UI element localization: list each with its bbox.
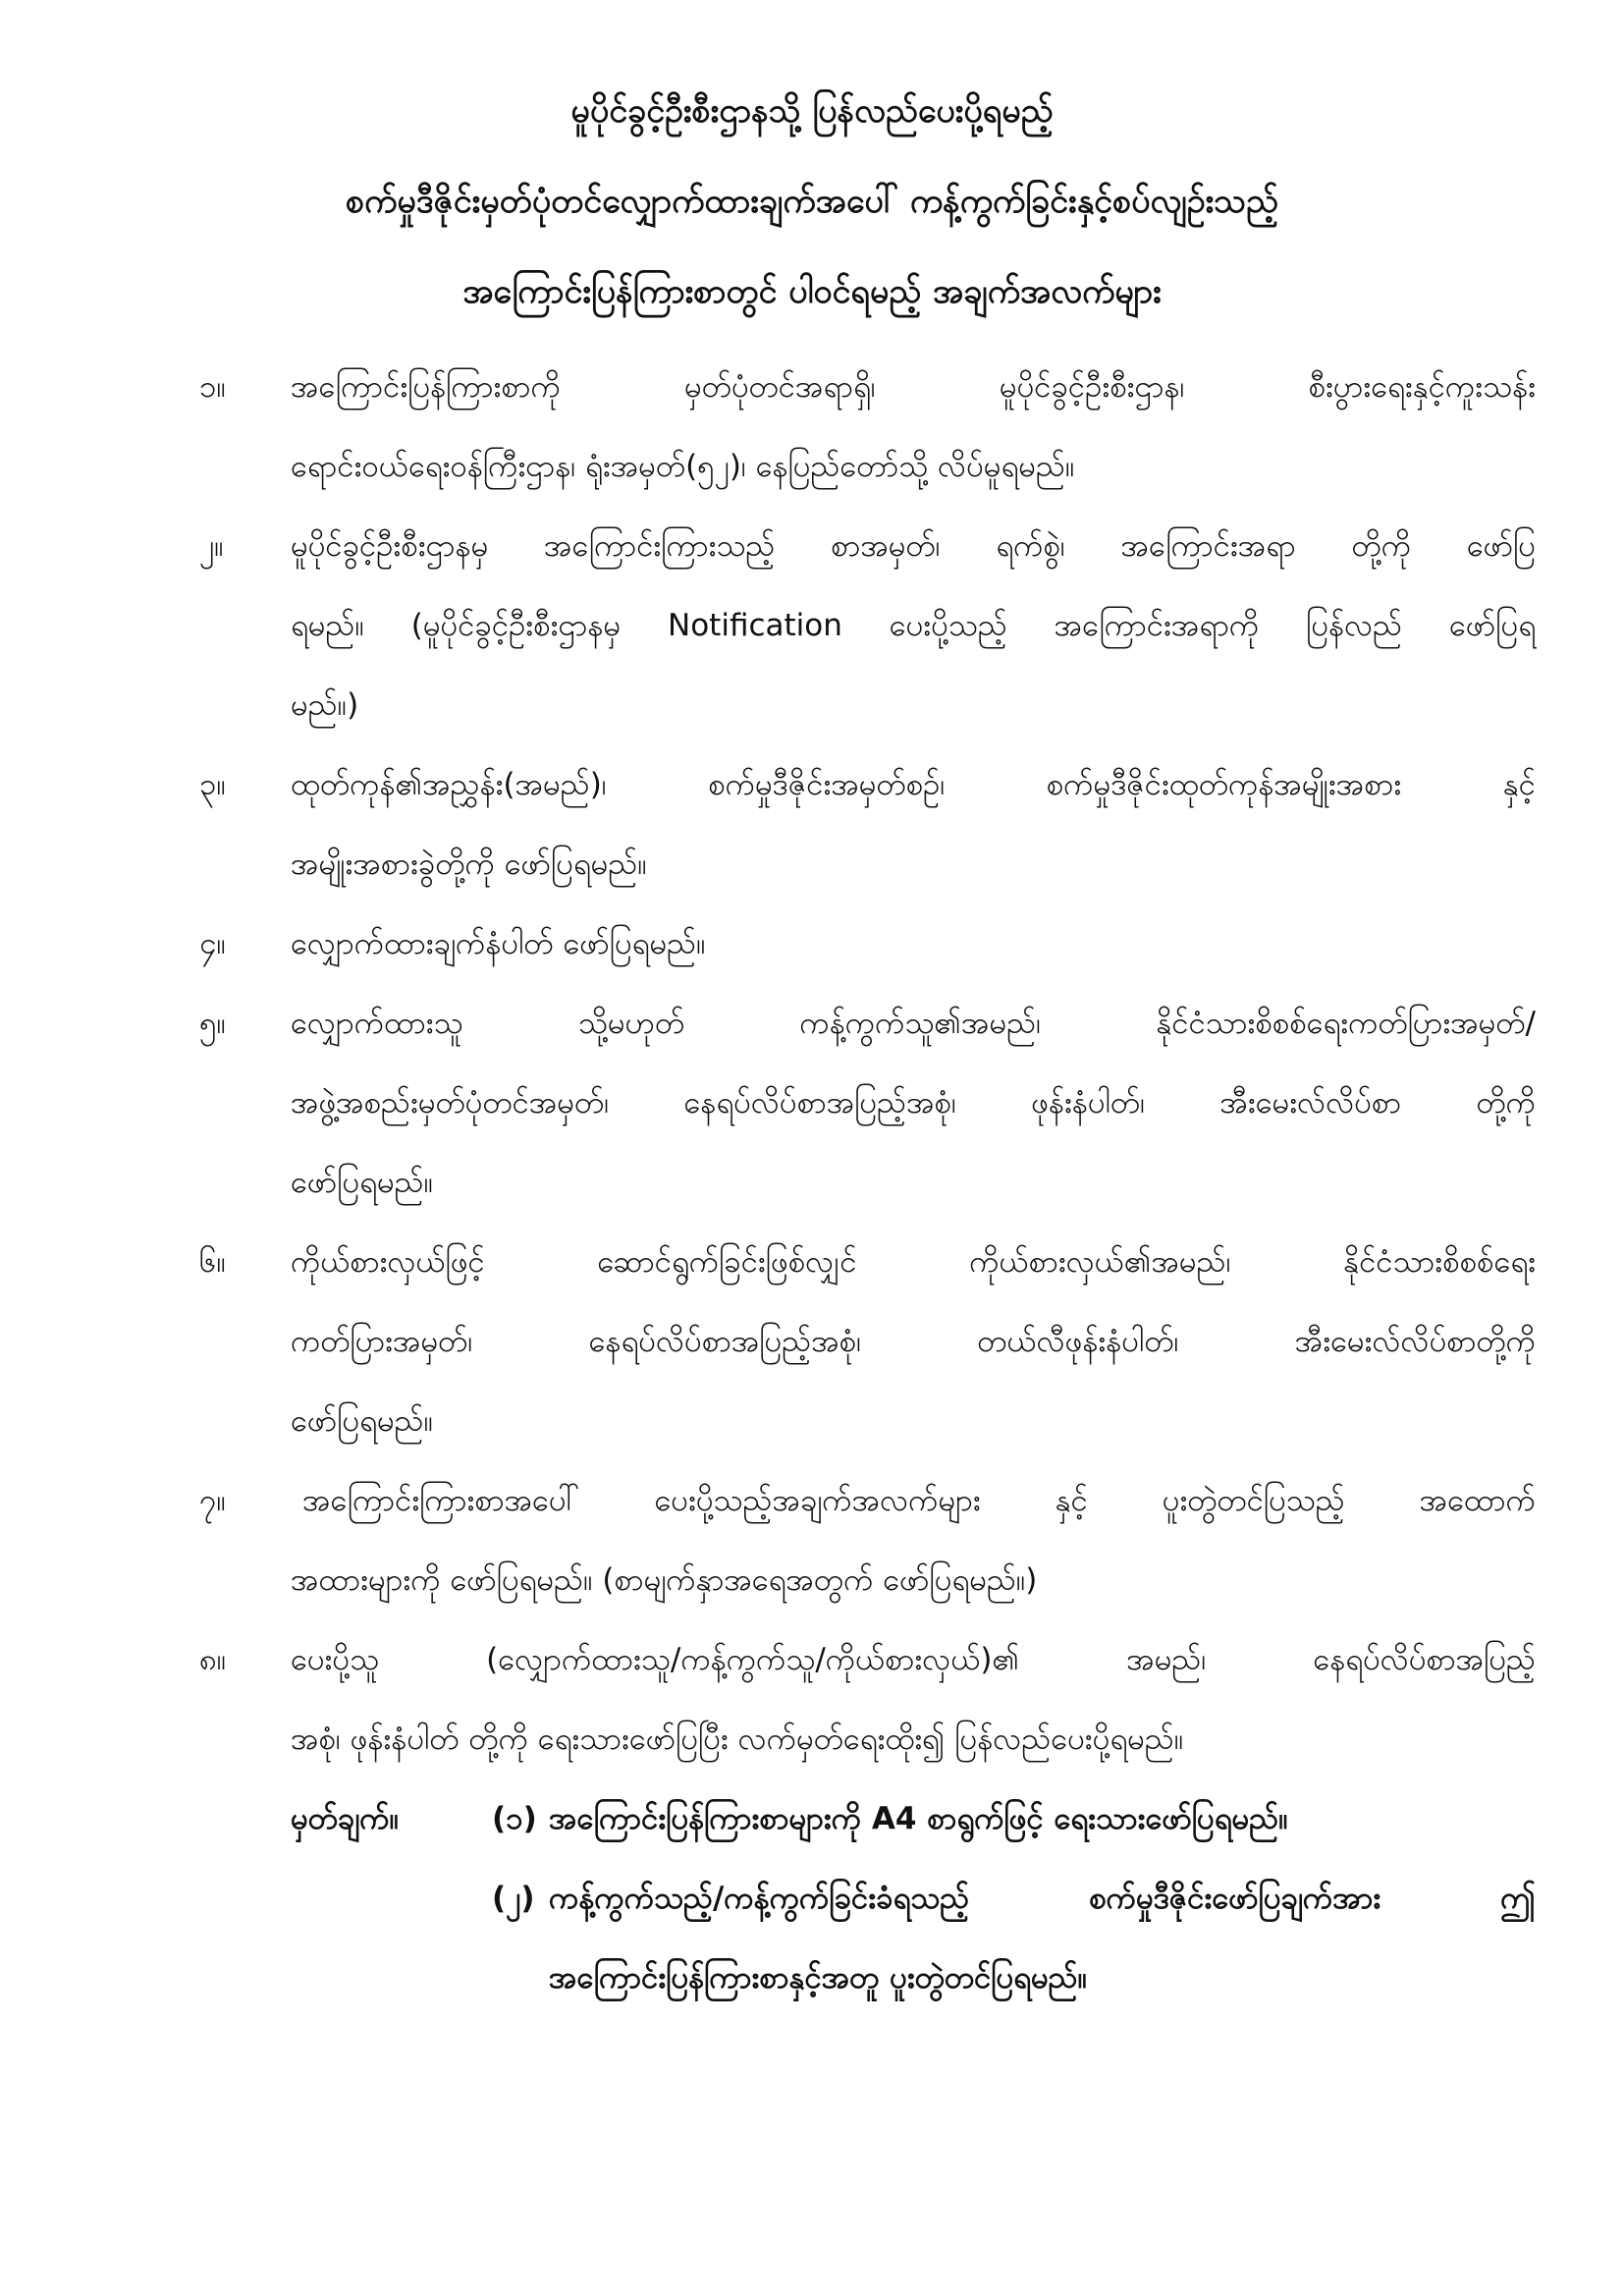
note-line: ကန့်ကွက်သည့်/ကန့်ကွက်ခြင်းခံရသည့် စက်မှုဒီဇိုင်းဖော်ပြချက်အား ဤ <box>549 1881 1536 1916</box>
note-label: မှတ်ချက်။ <box>291 1801 399 1836</box>
list-item-4 <box>199 904 1536 984</box>
note-section <box>291 1779 1536 2018</box>
item-line: အစုံ၊ ဖုန်းနံပါတ် တို့ကို ရေးသားဖော်ပြပြီး လက်မှတ်ရေးထိုး၍ ပြန်လည်ပေးပို့ရမည်။ <box>291 1722 1184 1757</box>
item-number: ၇။ <box>199 1483 226 1518</box>
item-line: အဖွဲ့အစည်းမှတ်ပုံတင်အမှတ်၊ နေရပ်လိပ်စာအပြည့်အစုံ၊ ဖုန်းနံပါတ်၊ အီးမေးလ်လိပ်စာ တို့ကို <box>291 1085 1536 1121</box>
note-number: (၂) <box>492 1881 535 1916</box>
item-text <box>291 348 1536 507</box>
list-item-5 <box>199 984 1536 1223</box>
item-line: အမျိုးအစားခွဲတို့ကို ဖော်ပြရမည်။ <box>291 847 647 882</box>
item-line: ထုတ်ကုန်၏အညွှန်း(အမည်)၊ စက်မှုဒီဇိုင်းအမှတ်စဉ်၊ စက်မှုဒီဇိုင်းထုတ်ကုန်အမျိုးအစား နှင့် <box>291 767 1536 802</box>
item-line: ကိုယ်စားလှယ်ဖြင့် ဆောင်ရွက်ခြင်းဖြစ်လျှင် ကိုယ်စားလှယ်၏အမည်၊ နိုင်ငံသားစိစစ်ရေး <box>291 1244 1536 1280</box>
title-line-3: အကြောင်းပြန်ကြားစာတွင် ပါဝင်ရမည့် အချက်အလက်များ <box>462 272 1162 311</box>
note-text <box>549 1859 1536 2018</box>
item-number: ၅။ <box>199 1006 226 1041</box>
item-text <box>291 1223 1536 1461</box>
list-item-2 <box>199 507 1536 745</box>
item-number: ၆။ <box>199 1244 226 1280</box>
item-text <box>291 745 1536 904</box>
item-number: ၄။ <box>199 926 226 961</box>
item-line: လျှောက်ထားသူ သို့မဟုတ် ကန့်ကွက်သူ၏အမည်၊ နိုင်ငံသားစိစစ်ရေးကတ်ပြားအမှတ်/ <box>291 1006 1536 1041</box>
item-line: အထားများကို ဖော်ပြရမည်။ (စာမျက်နှာအရေအတွက် ဖော်ပြရမည်။) <box>291 1562 1038 1598</box>
title-line-2: စက်မှုဒီဇိုင်းမှတ်ပုံတင်လျှောက်ထားချက်အပေါ် ကန့်ကွက်ခြင်းနှင့်စပ်လျဉ်းသည့် <box>345 182 1279 221</box>
requirements-list <box>199 348 1536 2018</box>
item-line: ရောင်းဝယ်ရေးဝန်ကြီးဌာန၊ ရုံးအမှတ်(၅၂)၊ နေပြည်တော်သို့ လိပ်မူရမည်။ <box>291 449 1075 484</box>
item-number: ၂။ <box>199 528 224 564</box>
item-line: ပေးပို့သူ (လျှောက်ထားသူ/ကန့်ကွက်သူ/ကိုယ်စားလှယ်)၏ အမည်၊ နေရပ်လိပ်စာအပြည့် <box>291 1642 1536 1677</box>
note-line: အကြောင်းပြန်ကြားစာနှင့်အတူ ပူးတွဲတင်ပြရမည်။ <box>549 1960 1088 1995</box>
item-text <box>291 904 1536 984</box>
item-text <box>291 984 1536 1223</box>
list-item-1 <box>199 348 1536 507</box>
list-item-6 <box>199 1223 1536 1461</box>
item-line: အကြောင်းကြားစာအပေါ် ပေးပို့သည့်အချက်အလက်များ နှင့် ပူးတွဲတင်ပြသည့် အထောက် <box>302 1483 1536 1518</box>
item-text <box>291 1461 1536 1620</box>
note-entry-1 <box>492 1779 1536 1859</box>
item-line: မူပိုင်ခွင့်ဦးစီးဌာနမှ အကြောင်းကြားသည့် စာအမှတ်၊ ရက်စွဲ၊ အကြောင်းအရာ တို့ကို ဖော်ပြ <box>291 528 1536 564</box>
item-line: အကြောင်းပြန်ကြားစာကို မှတ်ပုံတင်အရာရှိ၊ မူပိုင်ခွင့်ဦးစီးဌာန၊ စီးပွားရေးနှင့်ကူးသန်း <box>291 369 1536 405</box>
list-item-3 <box>199 745 1536 904</box>
item-line: ဖော်ပြရမည်။ <box>291 1403 434 1439</box>
item-line: ကတ်ပြားအမှတ်၊ နေရပ်လိပ်စာအပြည့်အစုံ၊ တယ်လီဖုန်းနံပါတ်၊ အီးမေးလ်လိပ်စာတို့ကို <box>291 1324 1536 1359</box>
item-number: ၃။ <box>199 767 226 802</box>
item-line: ရမည်။ (မူပိုင်ခွင့်ဦးစီးဌာနမှ Notification ပေးပို့သည့် အကြောင်းအရာကို ပြန်လည် ဖော်ပြရ <box>291 608 1536 643</box>
item-number: ၈။ <box>199 1642 227 1677</box>
note-number: (၁) <box>492 1801 537 1836</box>
list-item-7 <box>199 1461 1536 1620</box>
item-line: ဖော်ပြရမည်။ <box>291 1165 434 1200</box>
note-entry-2 <box>492 1859 1536 2018</box>
note-text <box>549 1779 1536 1859</box>
item-text <box>291 1620 1536 1779</box>
title-line-1: မူပိုင်ခွင့်ဦးစီးဌာနသို့ ပြန်လည်ပေးပို့ရမည့် <box>570 91 1054 131</box>
note-entries <box>492 1779 1536 2018</box>
item-text <box>291 507 1536 745</box>
item-number: ၁။ <box>199 369 226 405</box>
list-item-8 <box>199 1620 1536 1779</box>
item-line: လျှောက်ထားချက်နံပါတ် ဖော်ပြရမည်။ <box>291 926 706 961</box>
item-line: မည်။) <box>291 687 359 723</box>
note-line: အကြောင်းပြန်ကြားစာများကို A4 စာရွက်ဖြင့် ရေးသားဖော်ပြရမည်။ <box>549 1801 1288 1836</box>
document-title <box>177 66 1447 337</box>
